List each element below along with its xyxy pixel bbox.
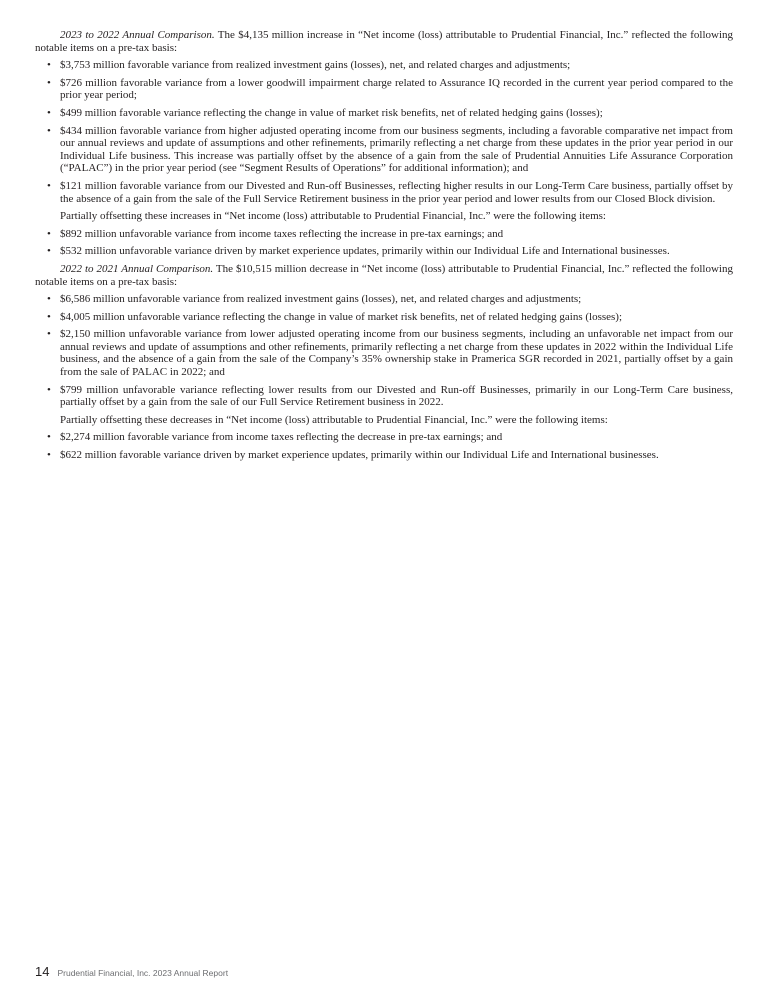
offset-paragraph: Partially offsetting these increases in “Net income (loss) attributable to Prudential Financial, Inc.” were the following items: — [60, 210, 606, 223]
list-item-text: $2,274 million favorable variance from income taxes reflecting the decrease in pre-tax earnings; and — [60, 431, 503, 444]
list-item-text: $121 million favorable variance from our Divested and Run-off Businesses, reflecting higher results in our Long-Term Care business, partially offset by the absence of a gain from the sale of the Full Service Retirement business in the prior year period and lower results from our Closed Block division. — [60, 179, 733, 205]
list-item-text: $532 million unfavorable variance driven by market experience updates, primarily within our Individual Life and International businesses. — [60, 245, 670, 258]
notable-items-list — [35, 293, 733, 409]
list-item — [35, 228, 733, 241]
bullet-icon: • — [47, 245, 51, 258]
list-item — [35, 449, 733, 462]
list-item-text: $434 million favorable variance from higher adjusted operating income from our business segments, including a favorable comparative net impact from our annual reviews and update of assumptions and other refinements, primarily reflecting a net charge from these updates in the prior year period in our Individual Life business. This increase was partially offset by the absence of a gain from the sale of Prudential Annuities Life Assurance Corporation (“PALAC”) in the prior year period (see “Segment Results of Operations” for additional information); and — [60, 124, 733, 175]
list-item-text: $499 million favorable variance reflecting the change in value of market risk benefits, net of related hedging gains (losses); — [60, 106, 603, 119]
list-item — [35, 180, 733, 205]
document-body — [35, 29, 733, 467]
bullet-icon: • — [47, 383, 51, 396]
bullet-icon: • — [47, 310, 51, 323]
bullet-icon: • — [47, 124, 51, 137]
offsetting-items-list — [35, 228, 733, 258]
list-item-text: $726 million favorable variance from a lower goodwill impairment charge related to Assurance IQ recorded in the current year period compared to the prior year period; — [60, 76, 733, 102]
bullet-icon: • — [47, 59, 51, 72]
list-item-text: $2,150 million unfavorable variance from lower adjusted operating income from our business segments, including an unfavorable net impact from our annual reviews and update of assumptions and other refinements, primarily reflecting a net charge from these updates in 2022 within the Individual Life business, and the absence of a gain from the sale of the Company’s 35% ownership stake in Pramerica SGR recorded in 2021, partially offset by a gain from the sale of PALAC in 2022; and — [60, 328, 733, 379]
offsetting-items-list — [35, 431, 733, 461]
list-item — [35, 77, 733, 102]
page-footer — [35, 964, 228, 979]
list-item — [35, 107, 733, 120]
bullet-icon: • — [47, 328, 51, 341]
bullet-icon: • — [47, 179, 51, 192]
section-lead-text: The $4,135 million increase in “Net income (loss) attributable to Prudential Financial, Inc.” reflected the following notable items on a pre-tax basis: — [35, 29, 733, 54]
list-item-text: $3,753 million favorable variance from realized investment gains (losses), net, and related charges and adjustments; — [60, 59, 571, 72]
section-lead-text: The $10,515 million decrease in “Net income (loss) attributable to Prudential Financial, Inc.” reflected the following notable items on a pre-tax basis: — [35, 262, 733, 288]
section-lead-paragraph — [35, 263, 733, 288]
list-item-text: $799 million unfavorable variance reflecting lower results from our Divested and Run-off Businesses, primarily in our Long-Term Care business, partially offset by a gain from the sale of our Full Service Retirement business in 2022. — [60, 383, 733, 409]
footer-text: Prudential Financial, Inc. 2023 Annual Report — [57, 968, 229, 978]
list-item-text: $622 million favorable variance driven by market experience updates, primarily within our Individual Life and International businesses. — [60, 449, 659, 462]
list-item-text: $6,586 million unfavorable variance from realized investment gains (losses), net, and related charges and adjustments; — [60, 293, 582, 306]
page-number: 14 — [35, 964, 50, 979]
bullet-icon: • — [47, 293, 51, 306]
list-item-text: $4,005 million unfavorable variance reflecting the change in value of market risk benefits, net of related hedging gains (losses); — [60, 310, 623, 323]
list-item — [35, 59, 733, 72]
bullet-icon: • — [47, 106, 51, 119]
list-item — [35, 293, 733, 306]
list-item — [35, 245, 733, 258]
bullet-icon: • — [47, 431, 51, 444]
list-item — [35, 125, 733, 175]
bullet-icon: • — [47, 227, 51, 240]
list-item-text: $892 million unfavorable variance from income taxes reflecting the increase in pre-tax earnings; and — [60, 227, 504, 240]
section-heading: 2022 to 2021 Annual Comparison. — [60, 262, 214, 275]
bullet-icon: • — [47, 76, 51, 89]
notable-items-list — [35, 59, 733, 205]
section-lead-paragraph — [35, 29, 733, 54]
list-item — [35, 431, 733, 444]
list-item — [35, 311, 733, 324]
section-heading: 2023 to 2022 Annual Comparison. — [60, 29, 215, 41]
bullet-icon: • — [47, 449, 51, 462]
list-item — [35, 384, 733, 409]
list-item — [35, 328, 733, 378]
offset-paragraph: Partially offsetting these decreases in “Net income (loss) attributable to Prudential Financial, Inc.” were the following items: — [60, 413, 608, 426]
